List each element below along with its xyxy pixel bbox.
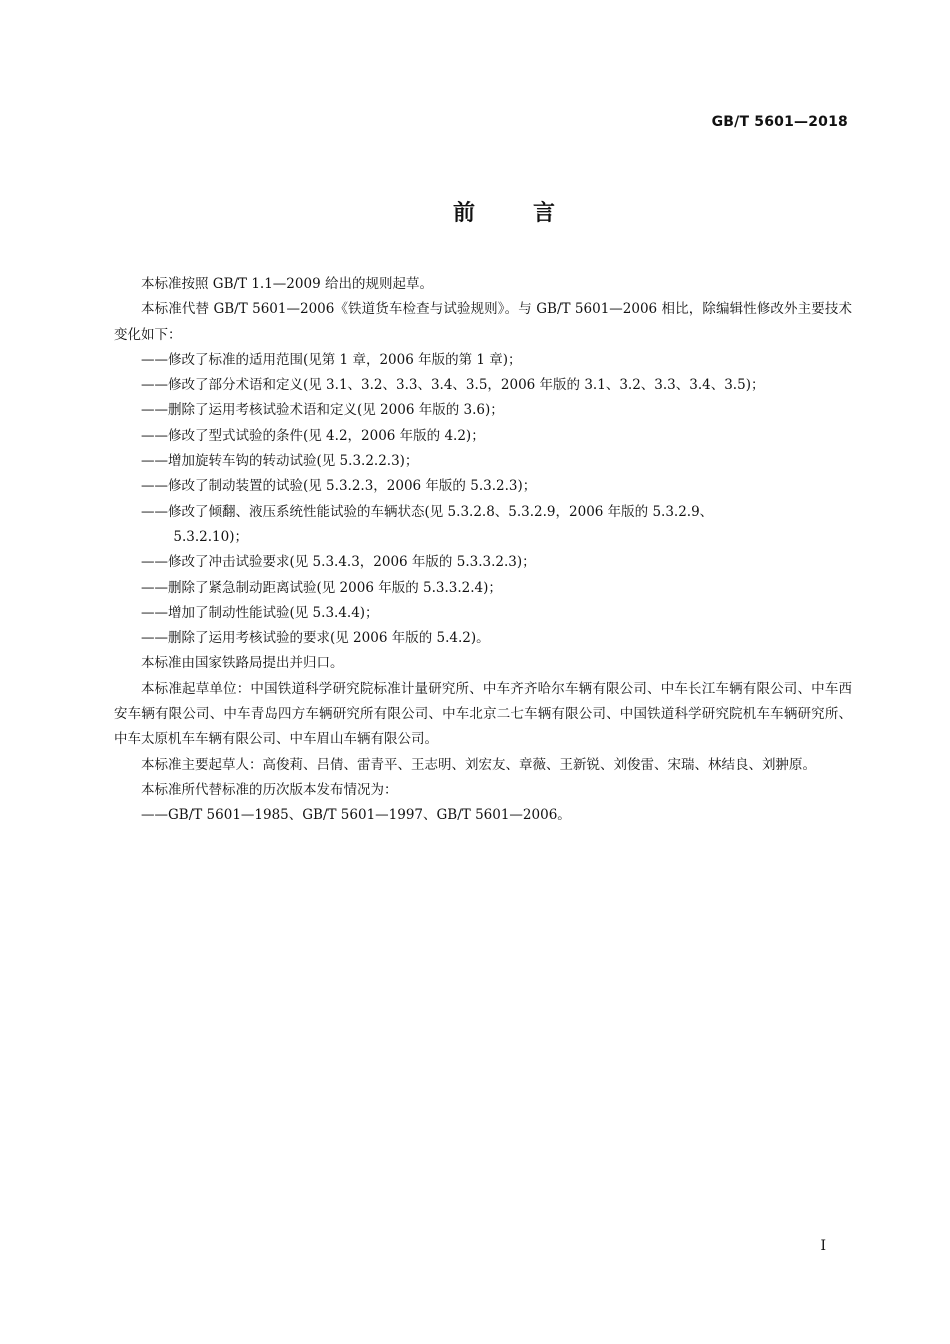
paragraph-proposer: 本标准由国家铁路局提出并归口。 (141, 655, 344, 672)
paragraph-drafting-units: 本标准起草单位：中国铁道科学研究院标准计量研究所、中车齐齐哈尔车辆有限公司、中车长江车辆有限公司、中车西安车辆有限公司、中车青岛四方车辆研究所有限公司、中车北京二七车辆有限公司、中国铁道科学研究院机车车辆研究所、中车太原机车车辆有限公司、中车眉山车辆有限公司。 (114, 680, 852, 748)
page-title: 前言 (452, 201, 613, 226)
list-item: ——增加了制动性能试验(见 5.3.4.4)； (141, 604, 379, 621)
page-number: I (820, 1238, 826, 1254)
list-item: ——删除了运用考核试验术语和定义(见 2006 年版的 3.6)； (141, 402, 504, 419)
list-item: ——修改了标准的适用范围(见第 1 章，2006 年版的第 1 章)； (141, 351, 522, 368)
document-body (114, 272, 852, 829)
list-item: ——修改了制动装置的试验(见 5.3.2.3，2006 年版的 5.3.2.3)； (141, 478, 537, 495)
list-item: ——删除了运用考核试验的要求(见 2006 年版的 5.4.2)。 (141, 630, 490, 647)
list-item-continuation: 5.3.2.10)； (173, 528, 248, 545)
paragraph-drafting-rule: 本标准按照 GB/T 1.1—2009 给出的规则起草。 (141, 276, 433, 292)
list-item: ——增加旋转车钩的转动试验(见 5.3.2.2.3)； (141, 453, 419, 470)
list-item-text: ——修改了倾翻、液压系统性能试验的车辆状态(见 5.3.2.8、5.3.2.9，2006 年版的 5.3.2.9、 (141, 503, 714, 520)
list-item (114, 500, 852, 551)
list-item: ——修改了冲击试验要求(见 5.3.4.3，2006 年版的 5.3.3.2.3)； (141, 554, 536, 571)
list-item: ——删除了紧急制动距离试验(见 2006 年版的 5.3.3.2.4)； (141, 579, 502, 596)
paragraph-history-intro: 本标准所代替标准的历次版本发布情况为： (141, 781, 398, 798)
list-item: ——修改了型式试验的条件(见 4.2，2006 年版的 4.2)； (141, 427, 485, 444)
paragraph-replacement: 本标准代替 GB/T 5601—2006《铁道货车检查与试验规则》。与 GB/T 5601—2006 相比，除编辑性修改外主要技术变化如下： (114, 301, 852, 343)
list-item-history: ——GB/T 5601—1985、GB/T 5601—1997、GB/T 5601—2006。 (141, 807, 571, 824)
paragraph-drafters: 本标准主要起草人：高俊莉、吕倩、雷青平、王志明、刘宏友、章薇、王新锐、刘俊雷、宋瑞、林结良、刘翀原。 (141, 756, 816, 773)
standard-code-header: GB/T 5601—2018 (711, 114, 848, 130)
list-item: ——修改了部分术语和定义(见 3.1、3.2、3.3、3.4、3.5，2006 年版的 3.1、3.2、3.3、3.4、3.5)； (141, 377, 765, 394)
